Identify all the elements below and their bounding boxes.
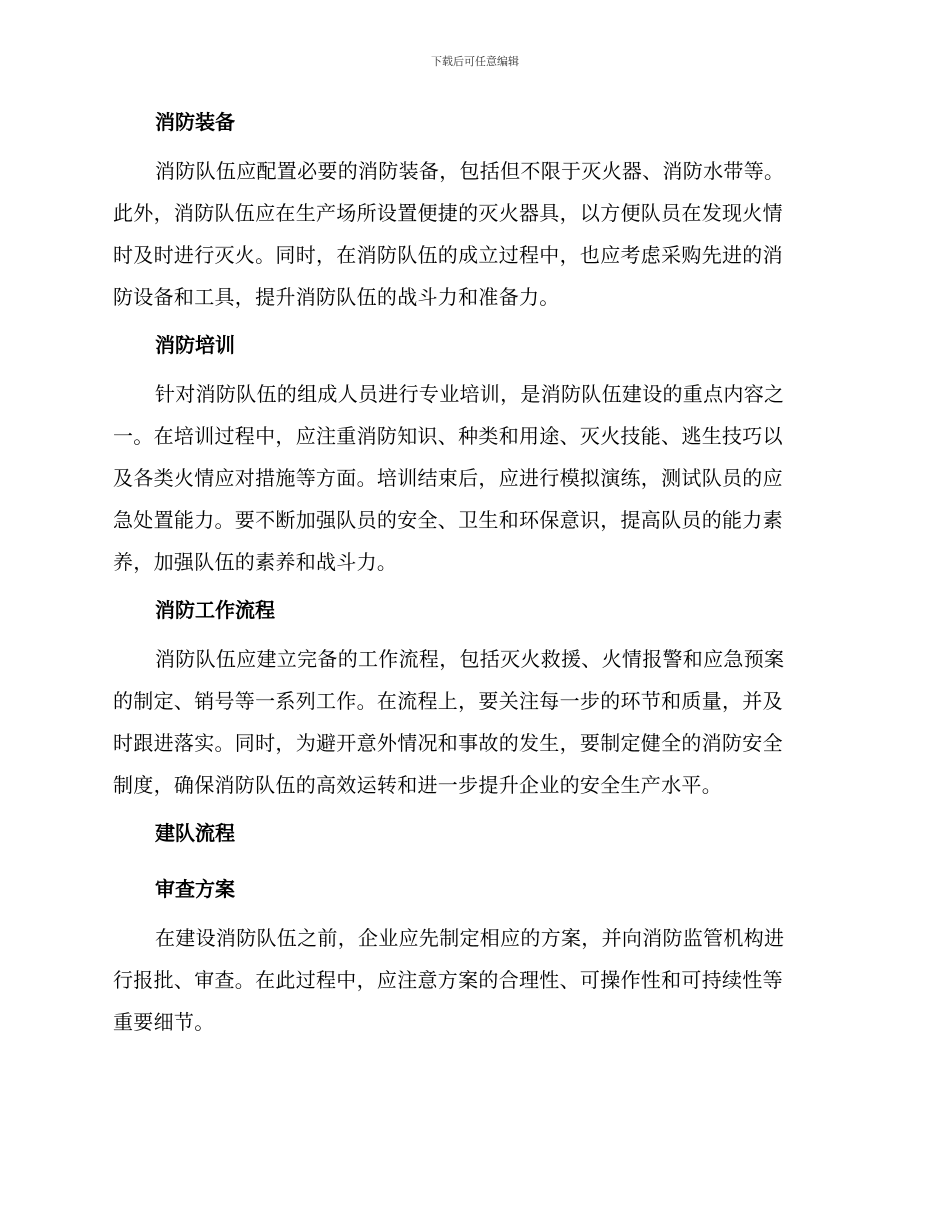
text-line: 及各类火情应对措施等方面。培训结束后，应进行模拟演练，测试队员的应 [113, 466, 783, 490]
text-line: 急处置能力。要不断加强队员的安全、卫生和环保意识，提高队员的能力素 [113, 508, 783, 532]
text-line: 养，加强队伍的素养和战斗力。 [113, 550, 398, 574]
section-paragraph-review-plan [113, 917, 833, 1043]
text-line: 行报批、审查。在此过程中，应注意方案的合理性、可操作性和可持续性等 [113, 968, 783, 992]
text-line: 制度，确保消防队伍的高效运转和进一步提升企业的安全生产水平。 [113, 773, 722, 797]
document-body [113, 108, 833, 1056]
text-line: 的制定、销号等一系列工作。在流程上，要关注每一步的环节和质量，并及 [113, 689, 783, 713]
text-line: 在建设消防队伍之前，企业应先制定相应的方案，并向消防监管机构进 [155, 926, 785, 950]
section-heading-training: 消防培训 [155, 333, 235, 357]
section-heading-equipment: 消防装备 [155, 110, 235, 134]
section-paragraph-equipment [113, 150, 833, 318]
text-line: 时跟进落实。同时，为避开意外情况和事故的发生，要制定健全的消防安全 [113, 731, 783, 755]
page-header: 下载后可任意编辑 [431, 55, 519, 68]
section-heading-workflow: 消防工作流程 [155, 598, 275, 622]
section-paragraph-training [113, 373, 833, 583]
section-paragraph-workflow [113, 638, 833, 806]
text-line: 消防队伍应配置必要的消防装备，包括但不限于灭火器、消防水带等。 [155, 159, 785, 183]
text-line: 一。在培训过程中，应注重消防知识、种类和用途、灭火技能、逃生技巧以 [113, 424, 783, 448]
text-line: 针对消防队伍的组成人员进行专业培训，是消防队伍建设的重点内容之 [155, 382, 785, 406]
text-line: 重要细节。 [113, 1010, 215, 1034]
text-line: 时及时进行灭火。同时，在消防队伍的成立过程中，也应考虑采购先进的消 [113, 243, 783, 267]
text-line: 消防队伍应建立完备的工作流程，包括灭火救援、火情报警和应急预案 [155, 647, 785, 671]
text-line: 防设备和工具，提升消防队伍的战斗力和准备力。 [113, 285, 560, 309]
text-line: 此外，消防队伍应在生产场所设置便捷的灭火器具，以方便队员在发现火情 [113, 201, 783, 225]
section-heading-review-plan: 审查方案 [155, 877, 235, 901]
section-heading-team-building: 建队流程 [155, 821, 235, 845]
